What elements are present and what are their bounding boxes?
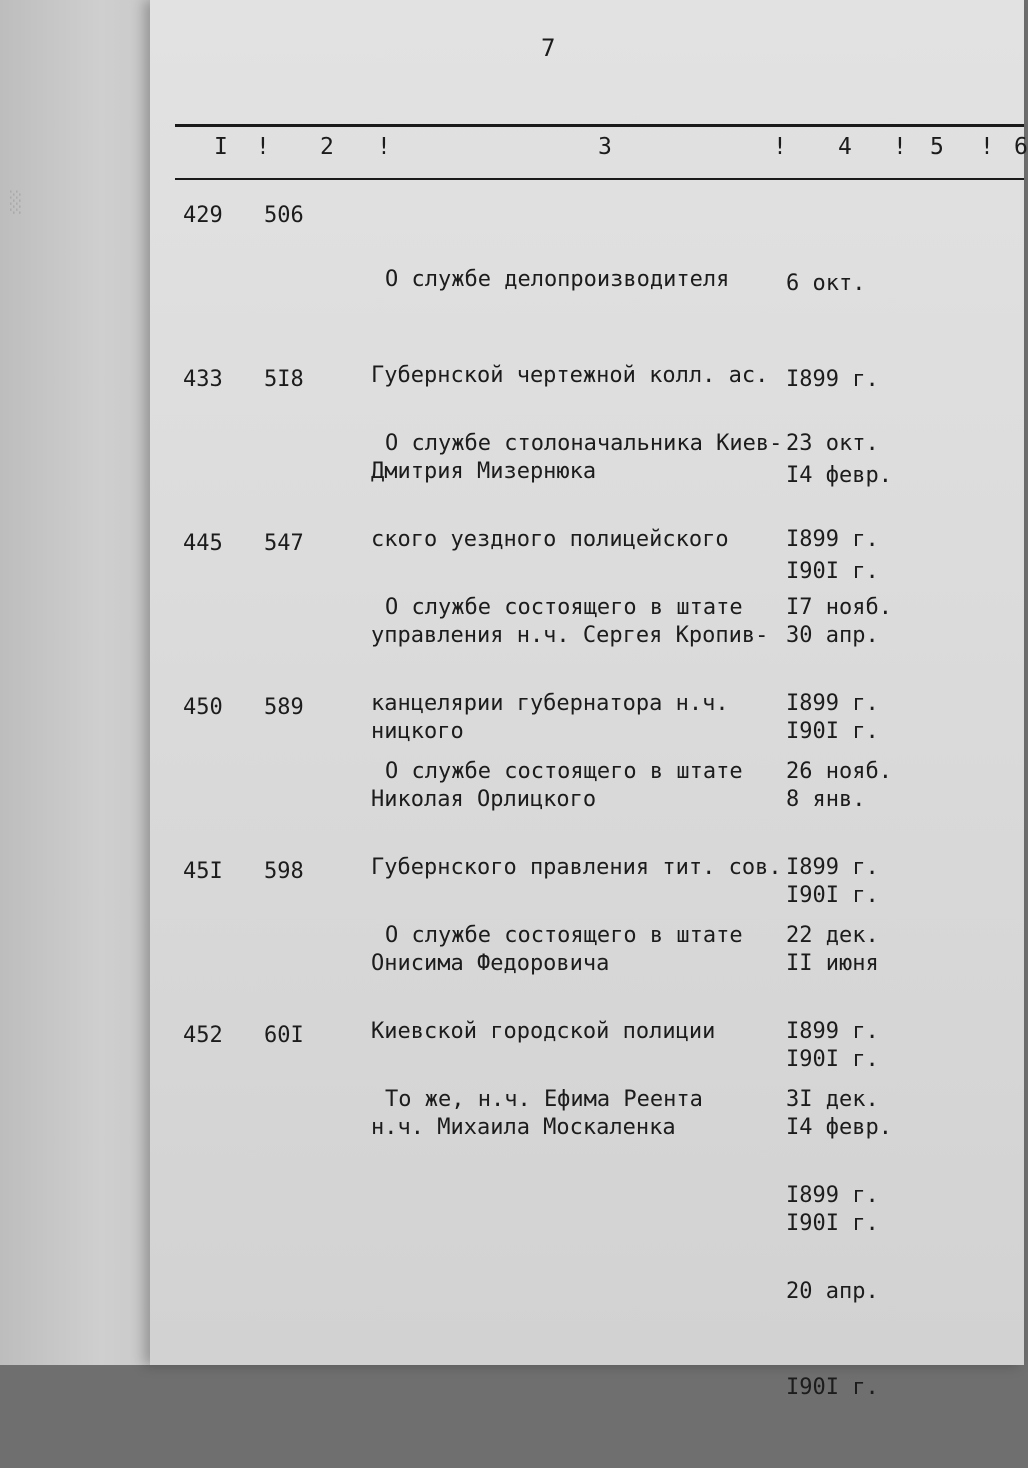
date-line: I899 г. xyxy=(786,691,879,716)
description-line: канцелярии губернатора н.ч. xyxy=(371,691,729,716)
date-line: I90I г. xyxy=(786,1375,879,1400)
header-col-4: 4 xyxy=(838,134,852,160)
date-line: II июня xyxy=(786,951,879,976)
date-line: 8 янв. xyxy=(786,787,866,812)
description-line: ницкого xyxy=(371,719,464,744)
row-number: 450 xyxy=(183,695,223,720)
date-line: 20 апр. xyxy=(786,1279,879,1304)
date-line: I4 февр. xyxy=(786,1115,892,1140)
description-line: О службе состоящего в штате xyxy=(385,595,743,620)
date-line: 3I дек. xyxy=(786,1087,879,1112)
row-reference: 60I xyxy=(264,1023,304,1048)
header-col-2: 2 xyxy=(320,134,334,160)
description-line: Дмитрия Мизернюка xyxy=(371,459,597,484)
date-line: I90I г. xyxy=(786,1211,879,1236)
description-line: О службе делопроизводителя xyxy=(385,267,730,292)
header-separator: ! xyxy=(773,134,787,160)
description-line: Николая Орлицкого xyxy=(371,787,597,812)
date-line: I899 г. xyxy=(786,367,879,392)
description-line: То же, н.ч. Ефима Реента xyxy=(385,1087,703,1112)
header-col-3: 3 xyxy=(598,134,612,160)
description-line: н.ч. Михаила Москаленка xyxy=(371,1115,676,1140)
header-top-rule xyxy=(175,124,1024,127)
description-line: О службе состоящего в штате xyxy=(385,923,743,948)
description-line: О службе состоящего в штате xyxy=(385,759,743,784)
date-line: I90I г. xyxy=(786,1047,879,1072)
header-separator: ! xyxy=(980,134,994,160)
date-line: I90I г. xyxy=(786,719,879,744)
description-line: О службе столоначальника Киев- xyxy=(385,431,783,456)
row-reference: 589 xyxy=(264,695,304,720)
date-line: 30 апр. xyxy=(786,623,879,648)
date-line: I90I г. xyxy=(786,883,879,908)
row-number: 452 xyxy=(183,1023,223,1048)
date-line: 23 окт. xyxy=(786,431,879,456)
row-number: 45I xyxy=(183,859,223,884)
description-line: ского уездного полицейского xyxy=(371,527,729,552)
date-line: I90I г. xyxy=(786,559,879,584)
date-line: I899 г. xyxy=(786,527,879,552)
header-separator: ! xyxy=(256,134,270,160)
row-reference: 547 xyxy=(264,531,304,556)
page-number: 7 xyxy=(541,34,556,62)
date-line: I899 г. xyxy=(786,855,879,880)
description-line: Губернской чертежной колл. ас. xyxy=(371,363,769,388)
header-separator: ! xyxy=(377,134,391,160)
date-line: I899 г. xyxy=(786,1019,879,1044)
description-line: управления н.ч. Сергея Кропив- xyxy=(371,623,769,648)
header-col-1: I xyxy=(214,134,228,160)
description-line: Киевской городской полиции xyxy=(371,1019,716,1044)
description-line: Онисима Федоровича xyxy=(371,951,610,976)
date-line: I4 февр. xyxy=(786,463,892,488)
bleed-through-mark: ░ xyxy=(10,190,23,214)
date-line: I899 г. xyxy=(786,1183,879,1208)
table-header xyxy=(0,134,1028,174)
date-line: 26 нояб. xyxy=(786,759,892,784)
row-reference: 506 xyxy=(264,203,304,228)
header-separator: ! xyxy=(893,134,907,160)
row-number: 433 xyxy=(183,367,223,392)
date-line: 22 дек. xyxy=(786,923,879,948)
description-line: Губернского правления тит. сов. xyxy=(371,855,782,880)
row-description xyxy=(371,1020,703,1180)
date-line: I7 нояб. xyxy=(786,595,892,620)
row-reference: 598 xyxy=(264,859,304,884)
header-bottom-rule xyxy=(175,178,1024,180)
date-line: 6 окт. xyxy=(786,271,866,296)
header-col-6: 6 xyxy=(1014,134,1028,160)
row-number: 445 xyxy=(183,531,223,556)
row-number: 429 xyxy=(183,203,223,228)
header-col-5: 5 xyxy=(930,134,944,160)
row-reference: 5I8 xyxy=(264,367,304,392)
row-dates xyxy=(786,1020,879,1468)
previous-page-edge xyxy=(0,0,170,1365)
